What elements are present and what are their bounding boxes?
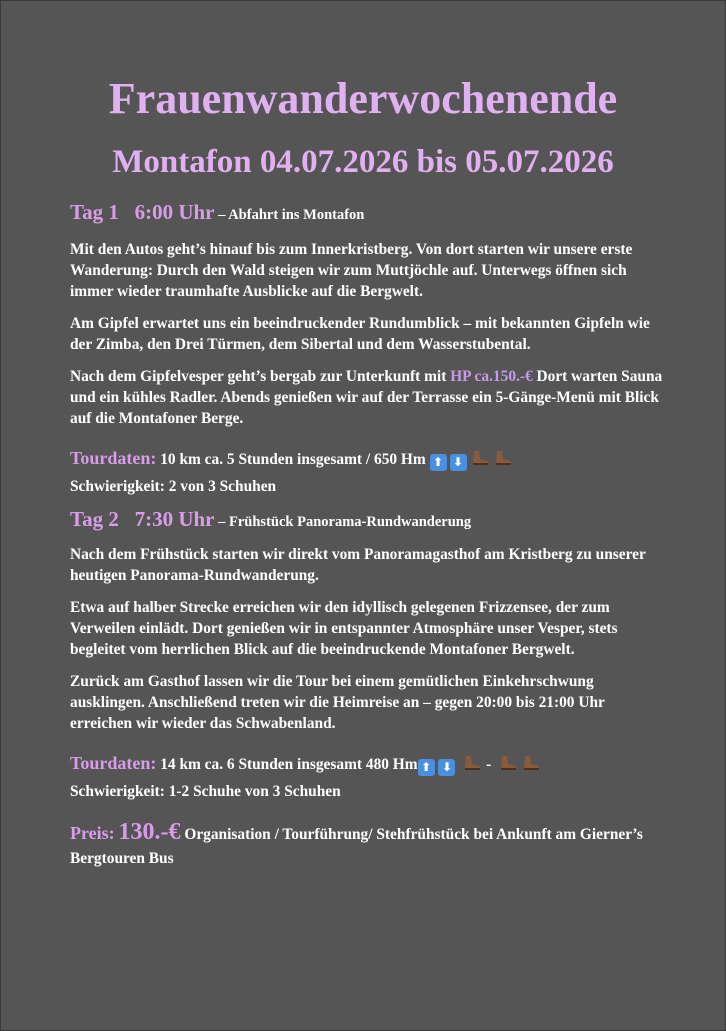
- hiking-boot-icon: [498, 754, 518, 781]
- hiking-boot-icon: [521, 754, 541, 781]
- day1-difficulty: Schwierigkeit: 2 von 3 Schuhen: [70, 478, 277, 495]
- day2-label: Tag 2 7:30 Uhr: [70, 507, 215, 531]
- content: [70, 200, 670, 871]
- day2-paragraph-1: Nach dem Frühstück starten wir direkt vom Panoramagasthof am Kristberg zu unserer heutigen Panorama-Rundwanderung.: [70, 546, 646, 584]
- page-subtitle: Montafon 04.07.2026 bis 05.07.2026: [112, 144, 614, 180]
- boot-range-dash: -: [482, 756, 496, 773]
- arrow-down-icon: ⬇: [450, 454, 467, 471]
- hiking-boot-icon: [470, 449, 490, 476]
- day1-p3-a: Nach dem Gipfelvesper geht’s bergab zur Unterkunft mit: [70, 368, 451, 385]
- day2-tour-data: [70, 750, 670, 781]
- page-title: Frauenwanderwochenende: [108, 74, 618, 123]
- day1-paragraph-1: Mit den Autos geht’s hinauf bis zum Innerkristberg. Von dort starten wir unsere erste Wanderung: Durch den Wald steigen wir zum Muttjöchle auf. Unterwegs öffnen sich immer wieder traumhafte Ausblicke auf die Bergwelt.: [70, 241, 633, 300]
- day1-desc: – Abfahrt ins Montafon: [214, 207, 365, 223]
- day1-paragraph-2: Am Gipfel erwartet uns ein beeindruckender Rundumblick – mit bekannten Gipfeln wie der Zimba, den Drei Türmen, dem Sibertal und dem Wasserstubental.: [70, 315, 650, 353]
- day2-desc: – Frühstück Panorama-Rundwanderung: [214, 514, 472, 530]
- day2-paragraph-2: Etwa auf halber Strecke erreichen wir den idyllisch gelegenen Frizzensee, der zum Verweilen einlädt. Dort genießen wir in entspannter Atmosphäre unser Vesper, stets begleitet vom herrlichen Blick auf die beeindruckende Montafoner Bergwelt.: [70, 599, 618, 658]
- arrow-up-icon: ⬆: [430, 454, 447, 471]
- day2-tour-text: 14 km ca. 6 Stunden insgesamt 480 Hm: [156, 756, 418, 773]
- day2-tour-label: Tourdaten:: [70, 753, 157, 773]
- half-board-price: HP ca.150.-€: [450, 368, 533, 385]
- price-value: 130.-€: [118, 819, 181, 845]
- day1-heading: [70, 200, 670, 225]
- day1-paragraph-3: [70, 366, 670, 429]
- arrow-up-icon: ⬆: [418, 759, 435, 776]
- day1-label: Tag 1 6:00 Uhr: [70, 200, 215, 224]
- price-section: [70, 820, 670, 871]
- arrow-down-icon: ⬇: [438, 759, 455, 776]
- day1-tour-data: [70, 445, 670, 476]
- day1-p3-b: Dort warten Sauna und ein kühles Radler. Abends genießen wir auf der Terrasse ein 5-Gänge-Menü mit Blick auf die Montafoner Berge.: [70, 368, 663, 427]
- hiking-boot-icon: [462, 754, 482, 781]
- day2-difficulty: Schwierigkeit: 1-2 Schuhe von 3 Schuhen: [70, 783, 341, 800]
- hiking-boot-icon: [493, 449, 513, 476]
- day2-paragraph-3: Zurück am Gasthof lassen wir die Tour bei einem gemütlichen Einkehrschwung ausklingen. Anschließend treten wir die Heimreise an – gegen 20:00 bis 21:00 Uhr erreichen wir wieder das Schwabenland.: [70, 673, 605, 732]
- day1-tour-text: 10 km ca. 5 Stunden insgesamt / 650 Hm: [156, 451, 426, 468]
- day1-tour-label: Tourdaten:: [70, 448, 157, 468]
- day2-heading: [70, 507, 670, 532]
- price-label: Preis:: [70, 823, 115, 843]
- price-text: Organisation / Tourführung/ Stehfrühstück bei Ankunft am Gierner’s Bergtouren Bus: [70, 826, 643, 867]
